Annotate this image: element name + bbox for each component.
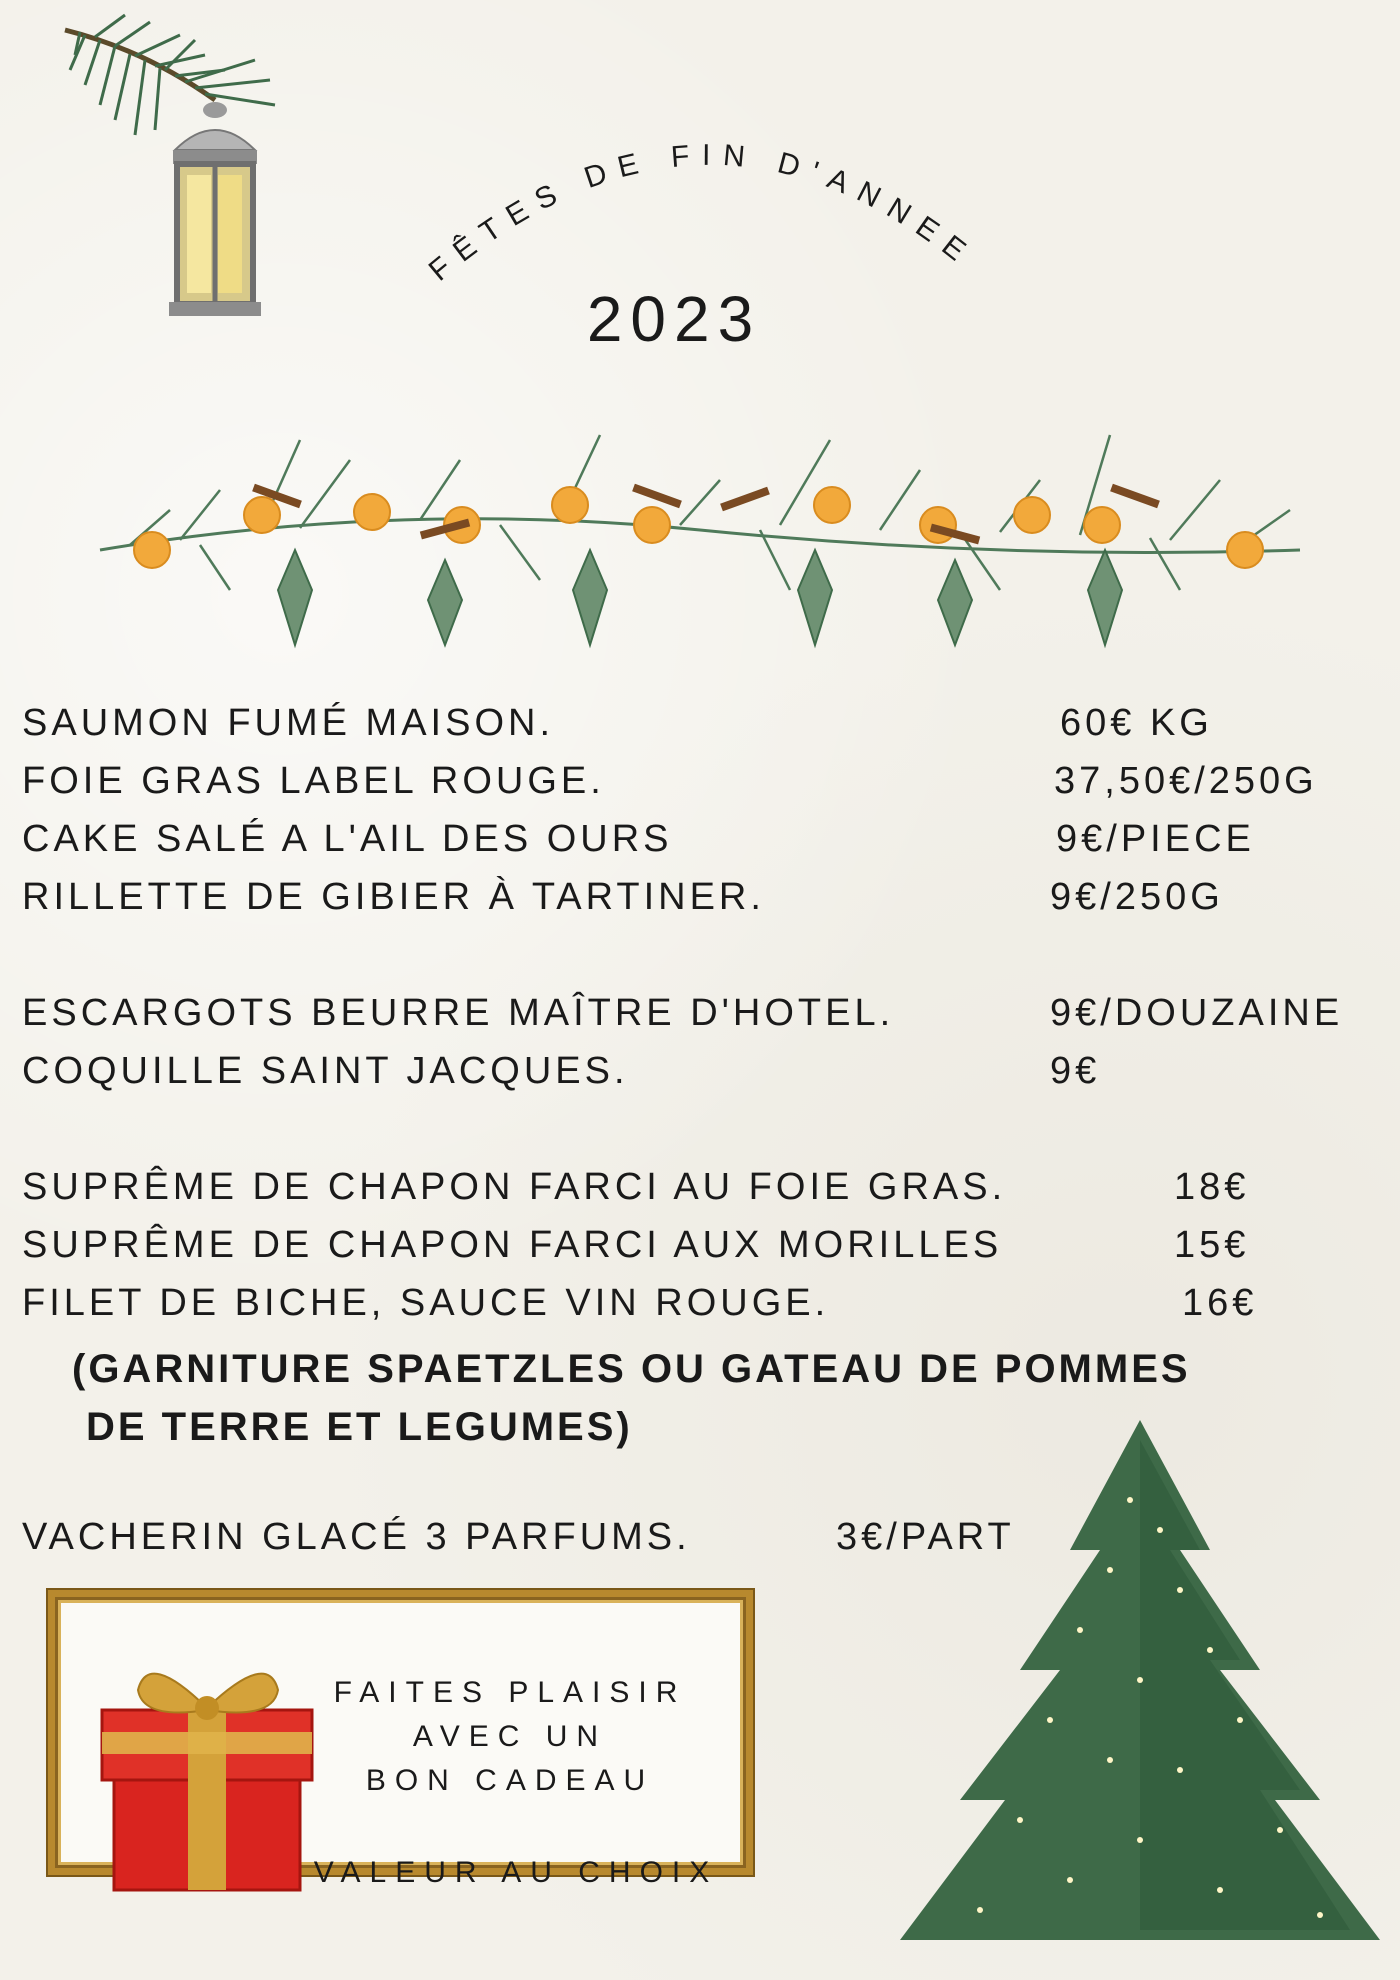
menu-item — [22, 1050, 1101, 1092]
menu-item — [22, 992, 1344, 1034]
item-price: 60€ KG — [1060, 702, 1213, 744]
gift-line-3: BON CADEAU — [365, 1764, 655, 1797]
title-arc-left: FÊTES DE — [422, 144, 654, 288]
pine-branch-icon — [65, 15, 275, 135]
item-price: 3€/PART — [836, 1516, 1015, 1558]
garnish-line-2: DE TERRE ET LEGUMES) — [86, 1405, 633, 1449]
christmas-tree-icon — [880, 1420, 1400, 1980]
item-name: SUPRÊME DE CHAPON FARCI AU FOIE GRAS. — [22, 1166, 1007, 1208]
item-name: ESCARGOTS BEURRE MAÎTRE D'HOTEL. — [22, 992, 895, 1034]
item-name: VACHERIN GLACÉ 3 PARFUMS. — [22, 1516, 691, 1558]
item-name: FOIE GRAS LABEL ROUGE. — [22, 760, 605, 802]
item-name: SUPRÊME DE CHAPON FARCI AUX MORILLES — [22, 1224, 1003, 1266]
gift-line-4: VALEUR AU CHOIX — [313, 1856, 719, 1889]
menu-item-dessert — [22, 1516, 1015, 1558]
menu-item — [22, 1282, 1258, 1324]
menu-item — [22, 818, 1255, 860]
item-price: 9€ — [1050, 1050, 1101, 1092]
year-title: 2023 — [586, 283, 762, 355]
gift-box-icon — [88, 1650, 328, 1900]
garnish-line-1: (GARNITURE SPAETZLES OU GATEAU DE POMMES — [72, 1347, 1191, 1391]
menu-item — [22, 702, 1213, 744]
menu-item — [22, 876, 1224, 918]
menu-item — [22, 1224, 1250, 1266]
item-price: 15€ — [1174, 1224, 1250, 1266]
gift-line-2: AVEC UN — [412, 1720, 608, 1753]
item-price: 9€/250G — [1050, 876, 1224, 918]
gift-line-1: FAITES PLAISIR — [333, 1676, 687, 1709]
item-name: FILET DE BICHE, SAUCE VIN ROUGE. — [22, 1282, 830, 1324]
item-name: CAKE SALÉ A L'AIL DES OURS — [22, 818, 673, 860]
item-name: COQUILLE SAINT JACQUES. — [22, 1050, 629, 1092]
item-price: 16€ — [1182, 1282, 1258, 1324]
item-name: SAUMON FUMÉ MAISON. — [22, 702, 555, 744]
menu-item — [22, 1166, 1250, 1208]
item-price: 37,50€/250G — [1054, 760, 1318, 802]
menu-item — [22, 760, 1318, 802]
item-price: 9€/DOUZAINE — [1050, 992, 1344, 1034]
garland-icon — [0, 420, 1400, 650]
item-name: RILLETTE DE GIBIER À TARTINER. — [22, 876, 765, 918]
item-price: 18€ — [1174, 1166, 1250, 1208]
svg-text:FÊTES DE FIN D'ANNEE — [423, 139, 981, 288]
title-arc-right: FIN D'ANNEE — [669, 138, 982, 275]
item-price: 9€/PIECE — [1056, 818, 1255, 860]
